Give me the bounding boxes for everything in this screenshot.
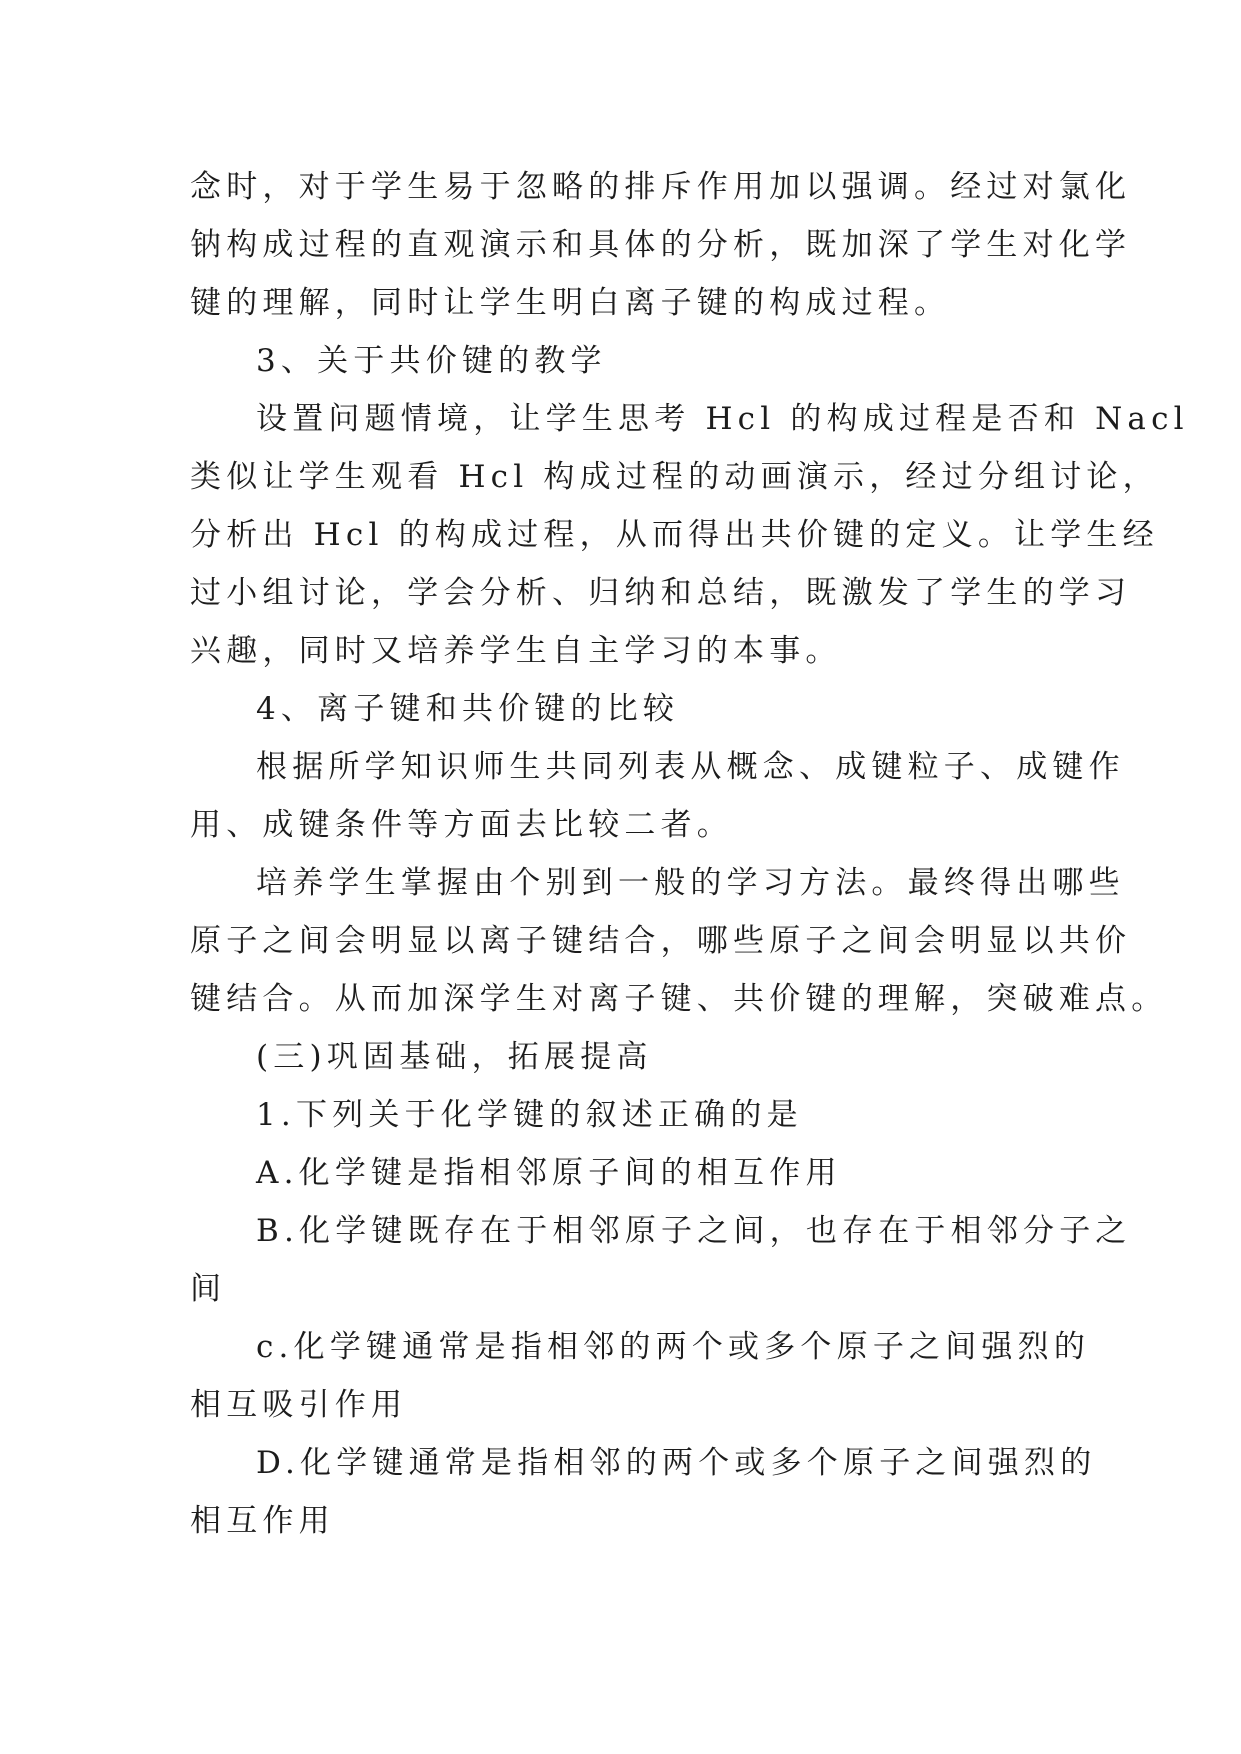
section-heading: (三)巩固基础，拓展提高 xyxy=(256,1039,653,1075)
text-line: 钠构成过程的直观演示和具体的分析，既加深了学生对化学 xyxy=(190,227,1132,263)
option-b: B.化学键既存在于相邻原子之间，也存在于相邻分子之 xyxy=(256,1213,1132,1249)
text-line: 原子之间会明显以离子键结合，哪些原子之间会明显以共价 xyxy=(190,923,1132,959)
section-heading: 3、关于共价键的教学 xyxy=(256,343,607,379)
document-page xyxy=(190,158,1189,1550)
option-a: A.化学键是指相邻原子间的相互作用 xyxy=(256,1155,842,1191)
option-d-continued: 相互作用 xyxy=(190,1503,335,1539)
text-line: 分析出 Hcl 的构成过程，从而得出共价键的定义。让学生经 xyxy=(190,517,1159,553)
option-b-continued: 间 xyxy=(190,1271,227,1307)
text-line: 培养学生掌握由个别到一般的学习方法。最终得出哪些 xyxy=(256,865,1125,901)
text-line: 兴趣，同时又培养学生自主学习的本事。 xyxy=(190,633,842,669)
text-line: 过小组讨论，学会分析、归纳和总结，既激发了学生的学习 xyxy=(190,575,1132,611)
section-heading: 4、离子键和共价键的比较 xyxy=(256,691,680,727)
text-line: 用、成键条件等方面去比较二者。 xyxy=(190,807,733,843)
text-line: 类似让学生观看 Hcl 构成过程的动画演示，经过分组讨论， xyxy=(190,459,1159,495)
text-line: 键的理解，同时让学生明白离子键的构成过程。 xyxy=(190,285,951,321)
option-d: D.化学键通常是指相邻的两个或多个原子之间强烈的 xyxy=(256,1445,1097,1481)
text-line: 设置问题情境，让学生思考 Hcl 的构成过程是否和 Nacl xyxy=(256,401,1189,437)
question-stem: 1.下列关于化学键的叙述正确的是 xyxy=(256,1097,803,1133)
text-line: 念时，对于学生易于忽略的排斥作用加以强调。经过对氯化 xyxy=(190,169,1132,205)
option-c-continued: 相互吸引作用 xyxy=(190,1387,408,1423)
text-line: 根据所学知识师生共同列表从概念、成键粒子、成键作 xyxy=(256,749,1125,785)
text-line: 键结合。从而加深学生对离子键、共价键的理解，突破难点。 xyxy=(190,981,1168,1017)
option-c: c.化学键通常是指相邻的两个或多个原子之间强烈的 xyxy=(256,1329,1091,1365)
